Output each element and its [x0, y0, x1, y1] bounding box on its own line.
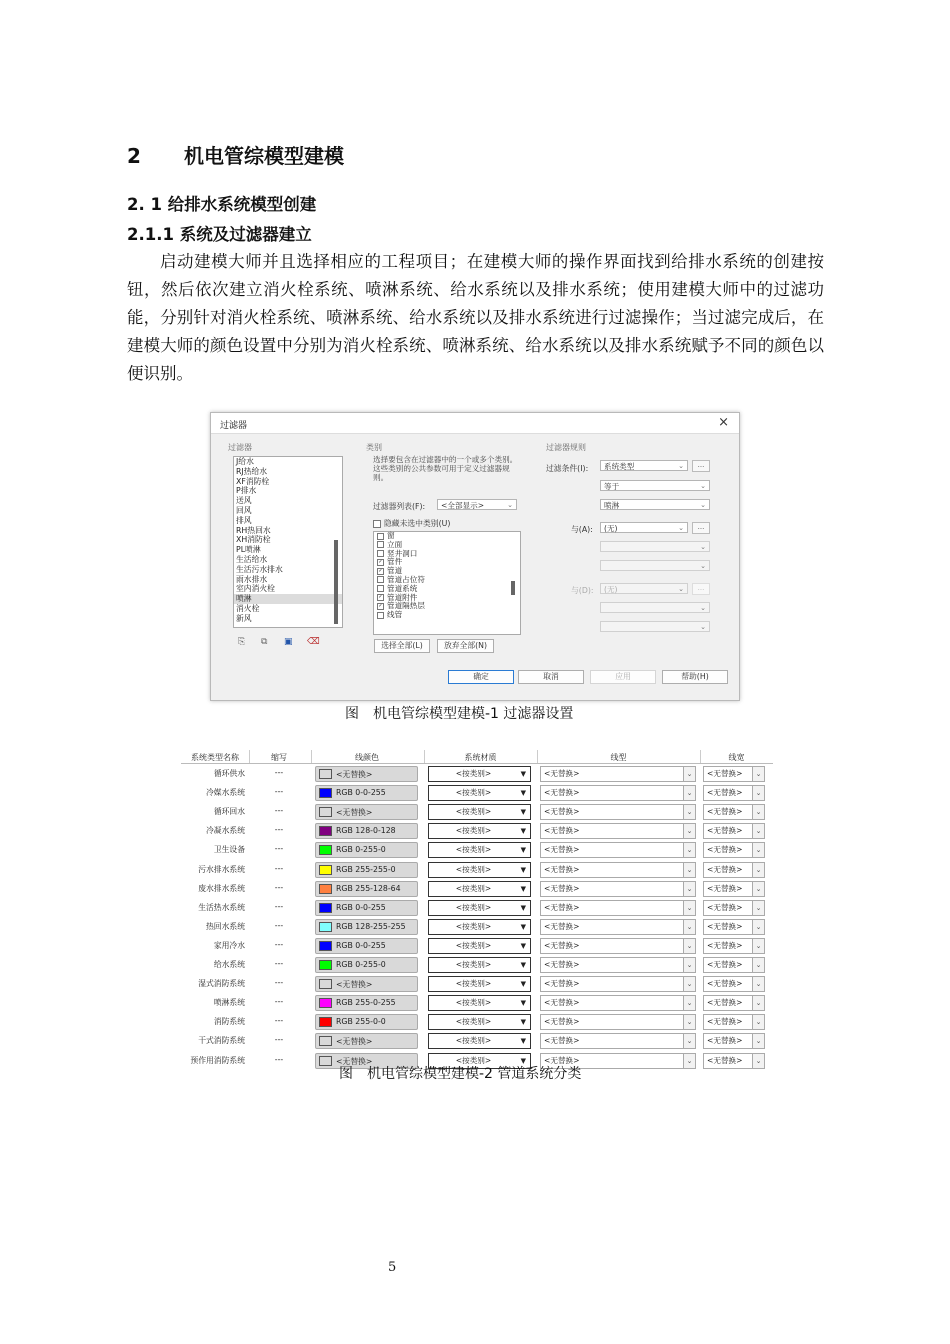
material-dropdown[interactable]: <按类别> ▼	[428, 862, 531, 878]
rules-section-label: 过滤器规则	[546, 443, 586, 452]
filter-list-item[interactable]: P排水	[236, 486, 257, 496]
chevron-down-icon: ⌄	[752, 977, 764, 991]
line-type-dropdown[interactable]: <无替换> ⌄	[540, 1053, 696, 1069]
system-name: 冷媒水系统	[206, 788, 245, 798]
category-label: 管道系统	[387, 583, 418, 593]
color-swatch	[319, 845, 332, 855]
subsection-heading: 2. 1 给排水系统模型创建	[127, 195, 317, 214]
material-dropdown[interactable]: <按类别> ▼	[428, 957, 531, 973]
dropdown-arrow-icon: ▼	[520, 808, 526, 817]
dropdown-arrow-icon: ▼	[520, 827, 526, 836]
dropdown-arrow-icon: ▼	[520, 846, 526, 855]
chevron-down-icon: ⌄	[752, 920, 764, 934]
chevron-down-icon: ⌄	[752, 843, 764, 857]
abbreviation: ---	[274, 959, 284, 968]
table-row	[181, 918, 773, 937]
header-line-type: 线型	[610, 753, 627, 762]
chevron-down-icon: ⌄	[683, 863, 695, 877]
color-label: <无替换>	[336, 1056, 373, 1066]
color-swatch	[319, 788, 332, 798]
and2-label: 与(D):	[571, 586, 594, 595]
filter-list-item[interactable]: PL喷淋	[236, 545, 261, 555]
color-swatch	[319, 998, 332, 1008]
line-type-dropdown[interactable]: <无替换> ⌄	[540, 938, 696, 954]
line-type-dropdown[interactable]: <无替换> ⌄	[540, 881, 696, 897]
system-name: 循环回水	[213, 807, 245, 817]
categories-listbox[interactable]	[373, 531, 521, 635]
system-name: 给水系统	[213, 960, 245, 969]
color-label: RGB 255-128-64	[336, 883, 401, 893]
checked-checkbox-icon[interactable]: ✓	[378, 567, 383, 574]
line-type-dropdown[interactable]: <无替换> ⌄	[540, 1014, 696, 1030]
color-swatch	[319, 1056, 332, 1066]
page-number: 5	[388, 1260, 397, 1275]
line-color-button[interactable]	[315, 995, 418, 1011]
material-dropdown[interactable]: <按类别> ▼	[428, 995, 531, 1011]
dropdown-arrow-icon: ▼	[520, 1037, 526, 1046]
section-title: 机电管综模型建模	[184, 144, 344, 168]
apply-button[interactable]: 应用	[590, 670, 656, 684]
table-row	[181, 937, 773, 956]
chevron-down-icon: ⌄	[752, 767, 764, 781]
chevron-down-icon: ⌄	[683, 939, 695, 953]
line-type-dropdown[interactable]: <无替换> ⌄	[540, 1033, 696, 1049]
color-swatch	[319, 1017, 332, 1027]
filters-section-label: 过滤器	[228, 443, 252, 452]
hide-unchecked-checkbox[interactable]: 隐藏未选中类别(U)	[373, 518, 450, 529]
abbreviation: ---	[274, 920, 284, 930]
filter-list-item[interactable]: 回风	[236, 505, 252, 515]
chevron-down-icon: ⌄	[683, 843, 695, 857]
and2-more-button[interactable]: ...	[692, 583, 710, 595]
and1-label: 与(A):	[571, 525, 593, 534]
color-swatch	[319, 807, 332, 817]
checkbox-icon[interactable]	[377, 612, 384, 619]
and1-operator-dropdown[interactable]: ⌄	[600, 541, 710, 552]
table-row	[181, 803, 773, 822]
material-dropdown[interactable]: <按类别> ▼	[428, 842, 531, 858]
figure2-caption: 图 机电管综模型建模-2 管道系统分类	[339, 1066, 582, 1082]
chevron-down-icon: ⌄	[683, 920, 695, 934]
category-label: 窗	[387, 531, 395, 540]
categories-description: 选择要包含在过滤器中的一个或多个类别。这些类别的公共参数可用于定义过滤器规则。	[373, 455, 518, 482]
system-name: 循环供水	[213, 769, 245, 778]
figure1-caption: 图 机电管综模型建模-1 过滤器设置	[345, 706, 574, 722]
filter-list-item[interactable]: 室内消火栓	[236, 584, 275, 594]
table-row	[181, 822, 773, 841]
filter-list-item[interactable]: RH热回水	[236, 525, 271, 535]
line-type-dropdown[interactable]: <无替换> ⌄	[540, 919, 696, 935]
select-all-button[interactable]: 选择全部(L)	[374, 639, 430, 653]
abbreviation: ---	[274, 1035, 284, 1045]
chevron-down-icon: ⌄	[683, 1054, 695, 1068]
chevron-down-icon: ⌄	[683, 805, 695, 819]
system-name: 喷淋系统	[213, 998, 245, 1008]
rename-filter-icon[interactable]: ▣	[284, 637, 293, 647]
chevron-down-icon: ⌄	[683, 1034, 695, 1048]
system-name: 污水排水系统	[198, 864, 245, 874]
chevron-down-icon: ⌄	[752, 805, 764, 819]
chevron-down-icon: ⌄	[683, 882, 695, 896]
checked-checkbox-icon[interactable]: ✓	[378, 594, 383, 601]
filter-list-item[interactable]: XH消防栓	[236, 535, 271, 545]
table-row	[181, 841, 773, 860]
line-width-dropdown[interactable]: <无替换> ⌄	[703, 823, 765, 839]
checked-checkbox-icon[interactable]: ✓	[378, 602, 383, 609]
color-label: <无替换>	[336, 980, 373, 990]
filter-dialog	[210, 412, 740, 701]
abbreviation: ---	[274, 939, 284, 949]
color-swatch	[319, 884, 332, 894]
system-name: 干式消防系统	[198, 1036, 245, 1046]
and2-value-dropdown[interactable]: ⌄	[600, 621, 710, 632]
header-line-width: 线宽	[728, 753, 745, 762]
color-swatch	[319, 769, 332, 779]
value-dropdown[interactable]: 喷淋 ⌄	[600, 499, 710, 510]
line-width-dropdown[interactable]: <无替换> ⌄	[703, 1014, 765, 1030]
material-dropdown[interactable]: <按类别> ▼	[428, 1033, 531, 1049]
color-swatch	[319, 865, 332, 875]
dropdown-arrow-icon: ▼	[520, 922, 526, 931]
checkbox-icon[interactable]	[377, 576, 384, 583]
line-width-dropdown[interactable]: <无替换> ⌄	[703, 957, 765, 973]
system-name: 家用冷水	[213, 940, 245, 950]
line-width-dropdown[interactable]: <无替换> ⌄	[703, 1033, 765, 1049]
dialog-titlebar	[211, 413, 739, 434]
section-heading	[127, 140, 344, 169]
color-label: <无替换>	[336, 1037, 373, 1047]
chevron-down-icon: ⌄	[752, 786, 764, 800]
chevron-down-icon: ⌄	[683, 977, 695, 991]
chevron-down-icon: ⌄	[752, 824, 764, 838]
line-type-dropdown[interactable]: <无替换> ⌄	[540, 766, 696, 782]
chevron-down-icon: ⌄	[752, 939, 764, 953]
system-name: 冷凝水系统	[206, 826, 245, 836]
filter-list-item[interactable]: 生活给水	[236, 554, 268, 564]
material-dropdown[interactable]: <按类别> ▼	[428, 919, 531, 935]
chevron-down-icon: ⌄	[752, 901, 764, 915]
chevron-down-icon: ⌄	[752, 1015, 764, 1029]
system-name: 卫生设备	[213, 845, 245, 855]
line-color-button[interactable]	[315, 785, 418, 801]
chevron-down-icon: ⌄	[683, 767, 695, 781]
filter-list-item[interactable]: 消火栓	[236, 603, 260, 613]
table-header	[181, 750, 773, 764]
material-dropdown[interactable]: <按类别> ▼	[428, 976, 531, 992]
line-width-dropdown[interactable]: <无替换> ⌄	[703, 976, 765, 992]
abbreviation: ---	[274, 882, 284, 892]
color-label: RGB 255-0-255	[336, 998, 396, 1008]
system-name: 湿式消防系统	[198, 979, 245, 989]
material-dropdown[interactable]: <按类别> ▼	[428, 823, 531, 839]
color-label: RGB 128-255-255	[336, 921, 406, 931]
filter-list-item[interactable]: 新风	[236, 613, 252, 623]
line-width-dropdown[interactable]: <无替换> ⌄	[703, 1053, 765, 1069]
color-label: <无替换>	[336, 770, 373, 779]
color-swatch	[319, 826, 332, 836]
line-width-dropdown[interactable]: <无替换> ⌄	[703, 842, 765, 858]
categories-scrollbar[interactable]	[511, 581, 515, 595]
dropdown-arrow-icon: ▼	[520, 789, 526, 798]
color-label: <无替换>	[336, 808, 373, 818]
category-label: 管道	[387, 566, 403, 576]
line-width-dropdown[interactable]: <无替换> ⌄	[703, 919, 765, 935]
close-icon[interactable]: ×	[718, 415, 729, 430]
category-item[interactable]	[374, 611, 520, 620]
checkbox-icon	[373, 520, 381, 528]
filter-by-label: 过滤条件(I):	[546, 464, 589, 473]
filter-by-dropdown[interactable]: 系统类型 ⌄	[600, 460, 688, 471]
table-row	[181, 1013, 773, 1032]
dropdown-arrow-icon: ▼	[520, 1056, 526, 1065]
dropdown-arrow-icon: ▼	[520, 884, 526, 893]
pipe-system-table	[181, 750, 773, 1066]
material-dropdown[interactable]: <按类别> ▼	[428, 1014, 531, 1030]
table-row	[181, 994, 773, 1013]
table-row	[181, 861, 773, 880]
color-label: RGB 255-0-0	[336, 1017, 386, 1027]
color-swatch	[319, 1036, 332, 1046]
dropdown-arrow-icon: ▼	[520, 1018, 526, 1027]
color-label: RGB 128-0-128	[336, 826, 396, 836]
dropdown-arrow-icon: ▼	[520, 961, 526, 969]
color-label: RGB 255-255-0	[336, 864, 396, 874]
table-row	[181, 975, 773, 994]
and1-value-dropdown[interactable]: ⌄	[600, 560, 710, 571]
chevron-down-icon: ⌄	[752, 1034, 764, 1048]
line-width-dropdown[interactable]: <无替换> ⌄	[703, 938, 765, 954]
filter-list-item[interactable]: 生活污水排水	[236, 564, 283, 574]
line-type-dropdown[interactable]: <无替换> ⌄	[540, 976, 696, 992]
abbreviation: ---	[274, 901, 284, 911]
line-type-dropdown[interactable]: <无替换> ⌄	[540, 823, 696, 839]
chevron-down-icon: ⌄	[683, 958, 695, 972]
table-row	[181, 1032, 773, 1051]
line-width-dropdown[interactable]: <无替换> ⌄	[703, 900, 765, 916]
color-label: RGB 0-0-255	[336, 902, 386, 912]
dropdown-arrow-icon: ▼	[520, 980, 526, 989]
color-label: RGB 0-255-0	[336, 960, 386, 969]
table-row	[181, 880, 773, 899]
table-row	[181, 899, 773, 918]
system-name: 热回水系统	[206, 921, 245, 931]
chevron-down-icon: ⌄	[752, 958, 764, 972]
line-color-button[interactable]	[315, 766, 418, 782]
abbreviation: ---	[274, 997, 284, 1007]
material-dropdown[interactable]: <按类别> ▼	[428, 881, 531, 897]
line-width-dropdown[interactable]: <无替换> ⌄	[703, 881, 765, 897]
color-swatch	[319, 903, 332, 913]
dropdown-arrow-icon: ▼	[520, 865, 526, 874]
chevron-down-icon: ⌄	[683, 901, 695, 915]
abbreviation: ---	[274, 1054, 284, 1064]
filter-list-item[interactable]: 雨水排水	[236, 574, 268, 584]
dropdown-arrow-icon: ▼	[520, 903, 526, 912]
abbreviation: ---	[274, 787, 284, 797]
chevron-down-icon: ⌄	[683, 786, 695, 800]
system-name: 废水排水系统	[198, 883, 245, 893]
table-row	[181, 956, 773, 975]
filter-list-item[interactable]: 喷淋	[234, 594, 342, 604]
filter-list-item[interactable]: RJ热给水	[236, 466, 268, 476]
line-type-dropdown[interactable]: <无替换> ⌄	[540, 900, 696, 916]
material-dropdown[interactable]: <按类别> ▼	[428, 785, 531, 801]
header-line-color: 线颜色	[355, 753, 379, 762]
line-color-button[interactable]	[315, 842, 418, 858]
abbreviation: ---	[274, 863, 284, 873]
color-label: RGB 0-0-255	[336, 788, 386, 798]
line-width-dropdown[interactable]: <无替换> ⌄	[703, 995, 765, 1011]
line-width-dropdown[interactable]: <无替换> ⌄	[703, 862, 765, 878]
abbreviation: ---	[274, 1016, 284, 1026]
category-label: 管道隔热层	[387, 601, 425, 611]
checkbox-icon[interactable]	[377, 550, 384, 557]
material-dropdown[interactable]: <按类别> ▼	[428, 938, 531, 954]
line-color-button[interactable]	[315, 881, 418, 897]
line-color-button[interactable]	[315, 938, 418, 954]
color-swatch	[319, 960, 332, 970]
line-width-dropdown[interactable]: <无替换> ⌄	[703, 766, 765, 782]
filter-list-scrollbar[interactable]	[334, 540, 338, 624]
line-color-button[interactable]	[315, 862, 418, 878]
filter-list-dropdown[interactable]: <全部显示> ⌄	[437, 499, 517, 510]
deselect-all-button[interactable]: 放弃全部(N)	[437, 639, 494, 653]
operator-dropdown[interactable]: 等于 ⌄	[600, 480, 710, 491]
category-label: 竖井洞口	[387, 548, 418, 558]
filter-list-label: 过滤器列表(F):	[373, 502, 426, 511]
line-type-dropdown[interactable]: <无替换> ⌄	[540, 804, 696, 820]
color-swatch	[319, 941, 332, 951]
chevron-down-icon: ⌄	[683, 824, 695, 838]
line-color-button[interactable]	[315, 804, 418, 820]
dialog-title: 过滤器	[220, 421, 248, 431]
line-color-button[interactable]	[315, 1014, 418, 1030]
checkbox-icon[interactable]	[377, 533, 384, 540]
chevron-down-icon: ⌄	[683, 996, 695, 1010]
material-dropdown[interactable]: <按类别> ▼	[428, 1053, 531, 1069]
and2-dropdown[interactable]: (无) ⌄	[600, 583, 688, 594]
chevron-down-icon: ⌄	[752, 863, 764, 877]
category-label: 管道占位符	[387, 574, 425, 584]
category-label: 管件	[387, 557, 403, 567]
filter-list-item[interactable]: XF消防栓	[236, 476, 270, 486]
delete-filter-icon[interactable]: ⌫	[307, 637, 320, 647]
line-type-dropdown[interactable]: <无替换> ⌄	[540, 995, 696, 1011]
line-width-dropdown[interactable]: <无替换> ⌄	[703, 785, 765, 801]
section-number: 2	[127, 144, 141, 168]
checkbox-icon[interactable]	[377, 541, 384, 548]
material-dropdown[interactable]: <按类别> ▼	[428, 900, 531, 916]
system-name: 生活热水系统	[198, 902, 245, 912]
color-label: RGB 0-0-255	[336, 940, 386, 950]
header-abbr: 缩写	[271, 753, 287, 762]
filter-listbox[interactable]	[233, 456, 343, 628]
chevron-down-icon: ⌄	[752, 996, 764, 1010]
color-label: RGB 0-255-0	[336, 845, 386, 855]
header-name: 系统类型名称	[191, 753, 239, 762]
table-row	[181, 765, 773, 784]
checked-checkbox-icon[interactable]: ✓	[378, 558, 383, 565]
categories-section-label: 类别	[366, 443, 382, 452]
checkbox-icon[interactable]	[377, 585, 384, 592]
line-type-dropdown[interactable]: <无替换> ⌄	[540, 957, 696, 973]
color-swatch	[319, 979, 332, 989]
filter-by-more-button[interactable]: ...	[692, 460, 710, 472]
abbreviation: ---	[274, 768, 284, 777]
category-label: 线管	[387, 610, 403, 620]
and2-operator-dropdown[interactable]: ⌄	[600, 602, 710, 613]
system-name: 消防系统	[213, 1017, 245, 1027]
line-color-button[interactable]	[315, 976, 418, 992]
system-name: 预作用消防系统	[190, 1055, 245, 1065]
line-color-button[interactable]	[315, 957, 418, 973]
line-color-button[interactable]	[315, 823, 418, 839]
filter-list-item[interactable]: 送风	[236, 496, 252, 506]
header-material: 系统材质	[464, 753, 497, 762]
cancel-button[interactable]: 取消	[518, 670, 584, 684]
chevron-down-icon: ⌄	[683, 1015, 695, 1029]
body-paragraph: 启动建模大师并且选择相应的工程项目；在建模大师的操作界面找到给排水系统的创建按钮，然后依次建立消火栓系统、喷淋系统、给水系统以及排水系统；使用建模大师中的过滤功能，分别针对消火栓系统、喷淋系统、给水系统以及排水系统进行过滤操作；当过滤完成后，在建模大师的颜色设置中分别为消火栓系统、喷淋系统、给水系统以及排水系统赋予不同的颜色以便识别。	[127, 252, 824, 383]
and1-dropdown[interactable]: (无) ⌄	[600, 522, 688, 533]
line-color-button[interactable]	[315, 1033, 418, 1049]
new-filter-icon[interactable]: ⎘	[238, 637, 246, 647]
line-width-dropdown[interactable]: <无替换> ⌄	[703, 804, 765, 820]
filter-list-item[interactable]: 排风	[236, 515, 252, 525]
material-dropdown[interactable]: <按类别> ▼	[428, 766, 531, 782]
and1-more-button[interactable]: ...	[692, 522, 710, 534]
line-color-button[interactable]	[315, 919, 418, 935]
line-type-dropdown[interactable]: <无替换> ⌄	[540, 785, 696, 801]
filter-list-item[interactable]: J给水	[236, 457, 254, 466]
subsubsection-heading: 2.1.1 系统及过滤器建立	[127, 225, 312, 244]
line-color-button[interactable]	[315, 900, 418, 916]
duplicate-filter-icon[interactable]: ⧉	[261, 637, 268, 647]
chevron-down-icon: ⌄	[752, 1054, 764, 1068]
material-dropdown[interactable]: <按类别> ▼	[428, 804, 531, 820]
category-label: 管道附件	[387, 592, 418, 602]
table-row	[181, 784, 773, 803]
abbreviation: ---	[274, 844, 284, 854]
line-type-dropdown[interactable]: <无替换> ⌄	[540, 842, 696, 858]
color-swatch	[319, 922, 332, 932]
abbreviation: ---	[274, 825, 284, 835]
abbreviation: ---	[274, 978, 284, 988]
category-label: 立面	[387, 539, 403, 549]
help-button[interactable]: 帮助(H)	[662, 670, 728, 684]
abbreviation: ---	[274, 806, 284, 816]
ok-button[interactable]: 确定	[448, 670, 514, 684]
dropdown-arrow-icon: ▼	[520, 941, 526, 950]
dropdown-arrow-icon: ▼	[520, 770, 526, 778]
dropdown-arrow-icon: ▼	[520, 999, 526, 1008]
chevron-down-icon: ⌄	[752, 882, 764, 896]
line-type-dropdown[interactable]: <无替换> ⌄	[540, 862, 696, 878]
